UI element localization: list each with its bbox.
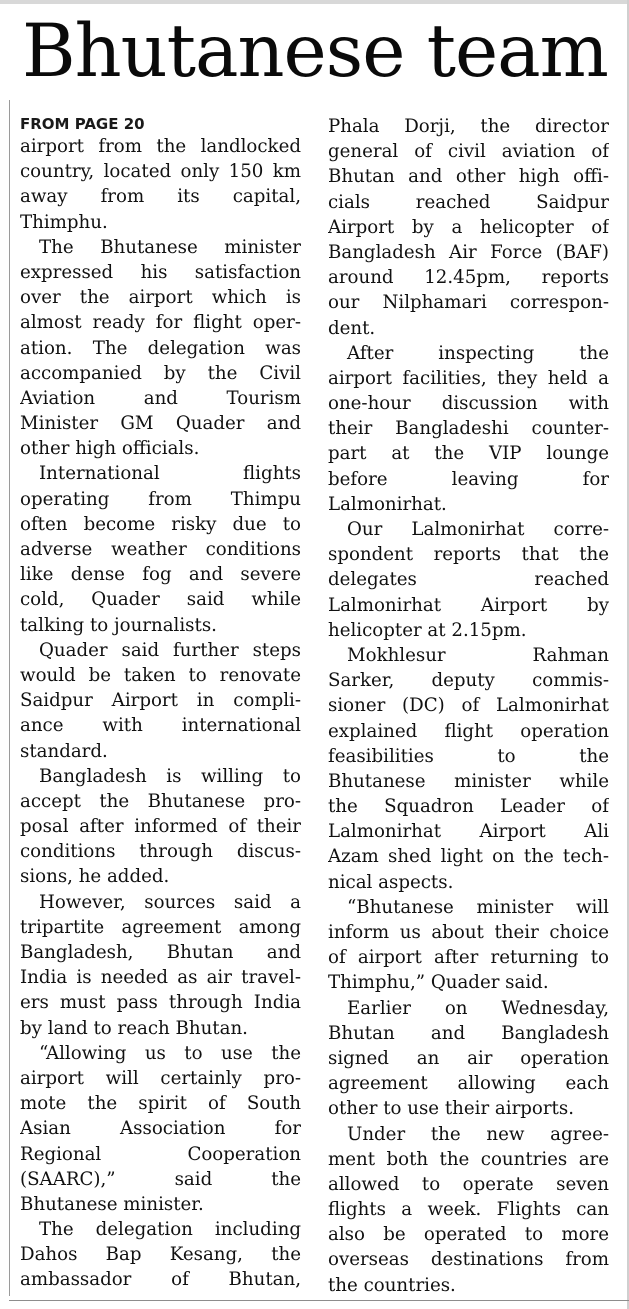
text-line: the countries. [328, 1274, 456, 1296]
text-line: Phala Dorji, the director [328, 116, 609, 137]
text-line: our Nilphamari correspon- [328, 292, 609, 314]
text-line: Bhutanese minister. [20, 1193, 204, 1215]
text-line: cials reached Saidpur [328, 191, 609, 213]
text-line: often become risky due to [20, 513, 301, 535]
text-line: Bhutan and Bangladesh [328, 1022, 609, 1044]
text-line: around 12.45pm, reports [328, 267, 609, 289]
headline: Bhutanese team [22, 9, 608, 94]
text-line: Bangladesh, Bhutan and [20, 942, 301, 963]
text-line: Azam shed light on the tech- [328, 846, 609, 868]
text-line: operating from Thimpu [20, 488, 301, 510]
text-line: general of civil aviation of [328, 141, 609, 163]
text-line: cold, Quader said while [20, 589, 301, 611]
text-line: Asian Association for [20, 1118, 301, 1140]
text-line: ambassador of Bhutan, [20, 1269, 301, 1291]
text-line: Airport by a helicopter of [328, 216, 609, 238]
text-line: Under the new agree- [347, 1123, 609, 1145]
text-line: nical aspects. [328, 871, 454, 893]
text-line: part at the VIP lounge [328, 443, 609, 465]
text-line: mote the spirit of South [20, 1093, 301, 1115]
text-line: flights a week. Flights can [328, 1199, 609, 1221]
text-line: agreement allowing each [328, 1073, 609, 1095]
text-line: talking to journalists. [20, 614, 217, 636]
text-line: (SAARC),” said the [20, 1168, 301, 1190]
text-line: Aviation and Tourism [20, 387, 301, 409]
text-line: After inspecting the [347, 342, 609, 364]
text-line: other high officials. [20, 438, 200, 460]
text-line: of airport after returning to [328, 947, 609, 969]
text-line: one-hour discussion with [328, 393, 609, 415]
text-line: Bangladesh Air Force (BAF) [328, 241, 609, 263]
text-line: However, sources said a [39, 891, 301, 913]
continued-from-kicker: FROM PAGE 20 [20, 115, 145, 133]
text-line: standard. [20, 740, 108, 762]
text-line: ers must pass through India [20, 992, 301, 1014]
text-line: signed an air operation [328, 1047, 609, 1069]
text-line: Quader said further steps [39, 639, 301, 661]
text-line: tripartite agreement among [20, 916, 301, 938]
top-band [0, 0, 629, 4]
text-line: sioner (DC) of Lalmonirhat [328, 695, 609, 717]
text-line: Lalmonirhat Airport Ali [328, 821, 609, 843]
article-body-left [20, 134, 301, 1293]
text-line: airport will certainly pro- [20, 1067, 301, 1089]
text-line: Regional Cooperation [20, 1143, 301, 1165]
text-line: like dense fog and severe [20, 564, 301, 586]
text-line: spondent reports that the [328, 544, 609, 566]
text-line: Bangladesh is willing to [39, 765, 301, 787]
text-line: Dahos Bap Kesang, the [20, 1244, 301, 1266]
column-rule-left [9, 100, 10, 1296]
text-line: away from its capital, [20, 186, 301, 208]
text-line: The delegation including [39, 1219, 301, 1241]
text-line: ation. The delegation was [20, 337, 301, 359]
text-line: Saidpur Airport in compli- [20, 690, 301, 712]
text-line: Mokhlesur Rahman [347, 644, 609, 666]
text-line: Bhutanese minister while [328, 770, 609, 792]
text-line: posal after informed of their [20, 816, 301, 838]
text-line: Lalmonirhat. [328, 493, 447, 515]
text-line: country, located only 150 km [20, 161, 301, 183]
text-line: “Bhutanese minister will [347, 896, 609, 918]
text-line: explained flight operation [328, 720, 609, 742]
text-line: accompanied by the Civil [20, 362, 301, 384]
article-body-right [328, 114, 609, 1298]
text-line: adverse weather conditions [20, 539, 301, 560]
text-line: airport from the landlocked [20, 136, 301, 157]
text-line: also be operated to more [328, 1224, 609, 1246]
text-line: Sarker, deputy commis- [328, 670, 609, 692]
text-line: helicopter at 2.15pm. [328, 619, 527, 641]
text-line: overseas destinations from [328, 1249, 609, 1271]
text-line: Earlier on Wednesday, [347, 997, 609, 1019]
text-line: the Squadron Leader of [328, 796, 609, 818]
article-column-right [328, 114, 609, 1298]
text-line: “Allowing us to use the [39, 1042, 301, 1064]
text-line: their Bangladeshi counter- [328, 418, 609, 440]
text-line: delegates reached [328, 569, 609, 591]
text-line: Lalmonirhat Airport by [328, 594, 609, 616]
text-line: inform us about their choice [328, 922, 609, 943]
text-line: almost ready for flight oper- [20, 312, 301, 334]
text-line: allowed to operate seven [328, 1173, 609, 1195]
text-line: Thimphu. [20, 211, 108, 233]
text-line: Our Lalmonirhat corre- [347, 519, 609, 540]
text-line: Thimphu,” Quader said. [328, 972, 549, 994]
text-line: Bhutan and other high offi- [328, 166, 609, 188]
text-line: ance with international [20, 715, 301, 737]
text-line: sions, he added. [20, 866, 170, 888]
text-line: before leaving for [328, 468, 609, 490]
text-line: accept the Bhutanese pro- [20, 790, 301, 812]
text-line: would be taken to renovate [20, 664, 301, 686]
text-line: India is needed as air travel- [20, 967, 301, 989]
text-line: feasibilities to the [328, 745, 609, 767]
text-line: ment both the countries are [328, 1148, 609, 1170]
column-rule-bottom [9, 1300, 629, 1301]
text-line: Minister GM Quader and [20, 413, 301, 435]
text-line: other to use their airports. [328, 1098, 574, 1120]
text-line: over the airport which is [20, 287, 301, 309]
text-line: expressed his satisfaction [20, 261, 301, 283]
text-line: International flights [39, 463, 301, 485]
article-column-left [20, 114, 301, 1293]
text-line: The Bhutanese minister [39, 236, 301, 258]
text-line: conditions through discus- [20, 841, 301, 863]
text-line: by land to reach Bhutan. [20, 1017, 248, 1039]
text-line: dent. [328, 317, 376, 339]
text-line: airport facilities, they held a [328, 367, 609, 389]
